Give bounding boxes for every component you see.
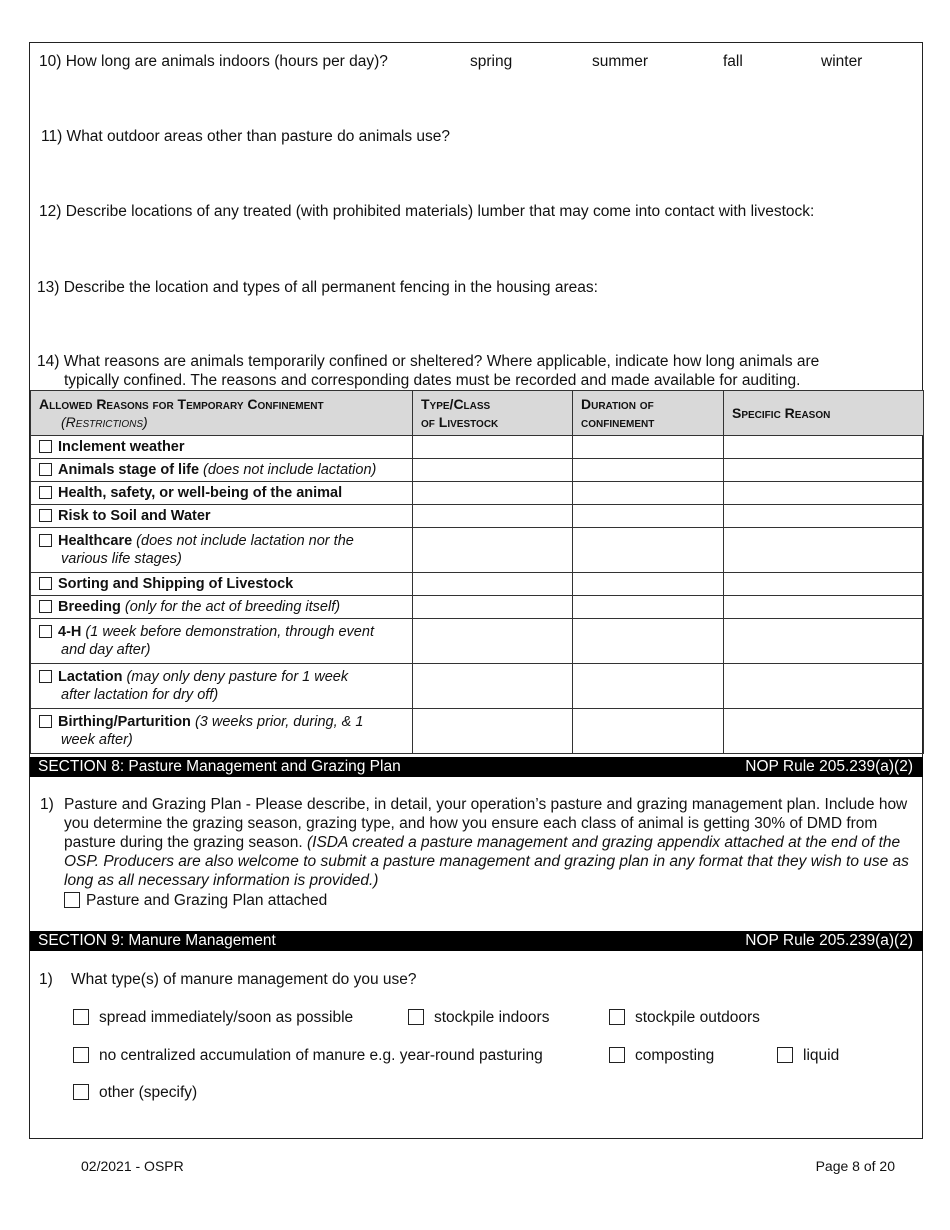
specific-reason-cell[interactable] [724,619,924,664]
type-class-cell[interactable] [413,596,573,619]
duration-cell[interactable] [573,528,724,573]
question-13: 13) Describe the location and types of all permanent fencing in the housing areas: [37,279,598,296]
season-spring: spring [470,53,513,70]
specific-reason-cell[interactable] [724,459,924,482]
reason-restriction: (may only deny pasture for 1 week [122,669,349,685]
footer-page-number: Page 8 of 20 [815,1158,895,1174]
section-8-rule: NOP Rule 205.239(a)(2) [745,758,913,775]
table-header-row [31,391,924,436]
reason-cell [31,459,413,482]
duration-cell[interactable] [573,709,724,754]
header-specific-reason-label: Specific Reason [732,405,831,421]
option-other-label: other (specify) [99,1084,198,1101]
reason-cell [31,505,413,528]
reason-label: Breeding [58,599,121,615]
checkbox-spread[interactable] [73,1009,89,1025]
option-other[interactable] [73,1084,197,1102]
section-9-title: SECTION 9: Manure Management [38,932,276,949]
reason-cell [31,528,413,573]
reason-restriction: (only for the act of breeding itself) [120,599,341,615]
type-class-cell[interactable] [413,619,573,664]
reason-restriction-cont: and day after) [61,642,151,658]
type-class-cell[interactable] [413,573,573,596]
checkbox-lactation[interactable] [39,670,52,683]
section-8-q1-number: 1) [40,796,54,813]
checkbox-liquid[interactable] [777,1047,793,1063]
checkbox-stockpile-outdoors[interactable] [609,1009,625,1025]
reason-restriction: (3 weeks prior, during, & 1 [190,714,364,730]
duration-cell[interactable] [573,596,724,619]
reason-restriction: (1 week before demonstration, through event [81,624,374,640]
checkbox-pasture-plan-attached[interactable] [64,892,80,908]
type-class-cell[interactable] [413,482,573,505]
confinement-table [30,390,924,754]
specific-reason-cell[interactable] [724,573,924,596]
duration-cell[interactable] [573,664,724,709]
section-9-q1-text: What type(s) of manure management do you use? [71,971,417,988]
specific-reason-cell[interactable] [724,596,924,619]
checkbox-healthcare[interactable] [39,534,52,547]
footer-revision: 02/2021 - OSPR [81,1158,184,1174]
option-spread[interactable] [73,1009,353,1027]
section-9-q1-number: 1) [39,971,53,988]
table-row [31,709,924,754]
pasture-plan-attached-option[interactable] [64,891,327,910]
checkbox-inclement-weather[interactable] [39,440,52,453]
section-9-header [30,931,923,951]
option-stockpile-indoors[interactable] [408,1009,549,1027]
checkbox-sorting-shipping[interactable] [39,577,52,590]
header-type-class [413,391,573,436]
option-composting[interactable] [609,1047,714,1065]
type-class-cell[interactable] [413,459,573,482]
type-class-cell[interactable] [413,436,573,459]
option-liquid-label: liquid [803,1047,840,1064]
option-composting-label: composting [635,1047,715,1064]
season-summer: summer [592,53,648,70]
checkbox-stockpile-indoors[interactable] [408,1009,424,1025]
reason-cell [31,619,413,664]
duration-cell[interactable] [573,573,724,596]
option-stockpile-indoors-label: stockpile indoors [434,1009,550,1026]
question-11: 11) What outdoor areas other than pasture do animals use? [41,128,450,145]
header-restrictions: (Restrictions) [61,414,148,430]
section-8-q1-body [64,795,920,910]
table-row [31,459,924,482]
reason-label: Healthcare [58,533,133,549]
question-14-line1: 14) What reasons are animals temporarily confined or sheltered? Where applicable, indicate how long animals are [37,353,820,370]
checkbox-no-centralized[interactable] [73,1047,89,1063]
table-row [31,664,924,709]
reason-cell [31,664,413,709]
header-duration [573,391,724,436]
duration-cell[interactable] [573,459,724,482]
checkbox-risk-soil-water[interactable] [39,509,52,522]
reason-label: 4-H [58,624,82,640]
season-fall: fall [723,53,743,70]
checkbox-4h[interactable] [39,625,52,638]
question-10: 10) How long are animals indoors (hours per day)? [39,53,388,70]
table-row [31,528,924,573]
specific-reason-cell[interactable] [724,528,924,573]
checkbox-animals-stage-of-life[interactable] [39,463,52,476]
duration-cell[interactable] [573,482,724,505]
table-row [31,596,924,619]
reason-restriction: (does not include lactation nor the [132,533,354,549]
option-liquid[interactable] [777,1047,839,1065]
specific-reason-cell[interactable] [724,482,924,505]
reason-cell [31,596,413,619]
checkbox-health-safety[interactable] [39,486,52,499]
pasture-plan-attached-label: Pasture and Grazing Plan attached [86,892,328,909]
section-8-q1-note: (ISDA created a pasture management and grazing appendix attached at the end of the OSP. Producers are also welcome to submit a pasture management and grazing plan in any format that they wish to use as long as all necessary information is provided.) [64,834,909,889]
option-spread-label: spread immediately/soon as possible [99,1009,354,1026]
type-class-cell[interactable] [413,505,573,528]
reason-label: Lactation [58,669,123,685]
reason-label: Sorting and Shipping of Livestock [58,576,294,592]
question-14-line2: typically confined. The reasons and corresponding dates must be recorded and made available for auditing. [64,372,801,389]
checkbox-breeding[interactable] [39,600,52,613]
option-stockpile-outdoors-label: stockpile outdoors [635,1009,760,1026]
type-class-cell[interactable] [413,528,573,573]
header-allowed-reasons-label: Allowed Reasons for Temporary Confinement [39,396,324,412]
option-no-centralized[interactable] [73,1047,543,1065]
reason-label: Risk to Soil and Water [58,508,211,524]
header-type-class-b: of Livestock [421,414,499,430]
section-8-q1-text: Pasture and Grazing Plan - Please describe, in detail, your operation’s pasture and grazing management plan. Include how you determine the grazing season, grazing type, and how you ensure each class of animal is getting 30% of DMD from pasture during the grazing season. [64,796,908,851]
option-no-centralized-label: no centralized accumulation of manure e.g. year-round pasturing [99,1047,543,1064]
type-class-cell[interactable] [413,709,573,754]
duration-cell[interactable] [573,619,724,664]
reason-label: Health, safety, or well-being of the animal [58,485,343,501]
header-duration-b: confinement [581,414,655,430]
reason-restriction-cont: after lactation for dry off) [61,687,219,703]
reason-restriction: (does not include lactation) [199,462,377,478]
reason-cell [31,709,413,754]
specific-reason-cell[interactable] [724,436,924,459]
duration-cell[interactable] [573,436,724,459]
specific-reason-cell[interactable] [724,709,924,754]
table-row [31,436,924,459]
reason-cell [31,482,413,505]
section-9-rule: NOP Rule 205.239(a)(2) [745,932,913,949]
checkbox-birthing[interactable] [39,715,52,728]
header-type-class-a: Type/Class [421,396,491,412]
duration-cell[interactable] [573,505,724,528]
specific-reason-cell[interactable] [724,505,924,528]
reason-restriction-cont: various life stages) [61,551,182,567]
header-specific-reason [724,391,924,436]
question-12: 12) Describe locations of any treated (with prohibited materials) lumber that may come into contact with livestock: [39,203,815,220]
reason-label: Inclement weather [58,439,185,455]
header-duration-a: Duration of [581,396,654,412]
reason-label: Birthing/Parturition [58,714,191,730]
reason-cell [31,573,413,596]
table-row [31,482,924,505]
type-class-cell[interactable] [413,664,573,709]
checkbox-other[interactable] [73,1084,89,1100]
option-stockpile-outdoors[interactable] [609,1009,760,1027]
specific-reason-cell[interactable] [724,664,924,709]
season-winter: winter [821,53,863,70]
reason-cell [31,436,413,459]
table-row [31,505,924,528]
checkbox-composting[interactable] [609,1047,625,1063]
table-row [31,619,924,664]
table-row [31,573,924,596]
reason-label: Animals stage of life [58,462,200,478]
section-8-header [30,757,923,777]
header-allowed-reasons [31,391,413,436]
reason-restriction-cont: week after) [61,732,133,748]
section-8-title: SECTION 8: Pasture Management and Grazing Plan [38,758,401,775]
